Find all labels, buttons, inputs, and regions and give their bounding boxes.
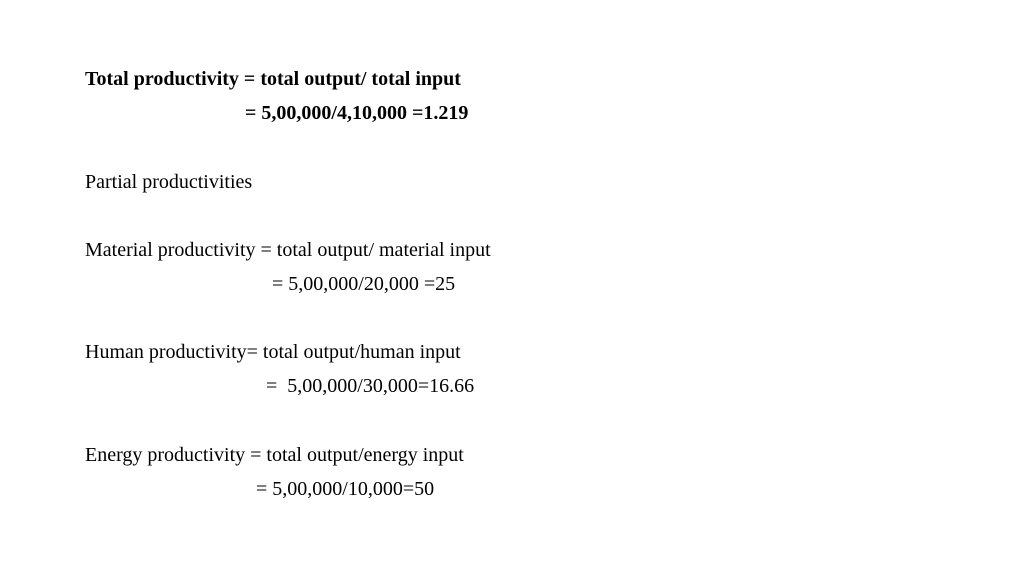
material-productivity-result: = 5,00,000/20,000 =25 — [272, 273, 456, 295]
energy-productivity-result: = 5,00,000/10,000=50 — [256, 478, 435, 500]
human-productivity-formula: Human productivity= total output/human input — [85, 341, 461, 363]
total-productivity-result: = 5,00,000/4,10,000 =1.219 — [245, 102, 469, 124]
human-productivity-result: = 5,00,000/30,000=16.66 — [266, 375, 475, 397]
total-productivity-formula: Total productivity = total output/ total input — [85, 68, 461, 90]
material-productivity-formula: Material productivity = total output/ material input — [85, 239, 491, 261]
partial-productivities-heading: Partial productivities — [85, 171, 253, 193]
energy-productivity-formula: Energy productivity = total output/energy input — [85, 444, 464, 466]
